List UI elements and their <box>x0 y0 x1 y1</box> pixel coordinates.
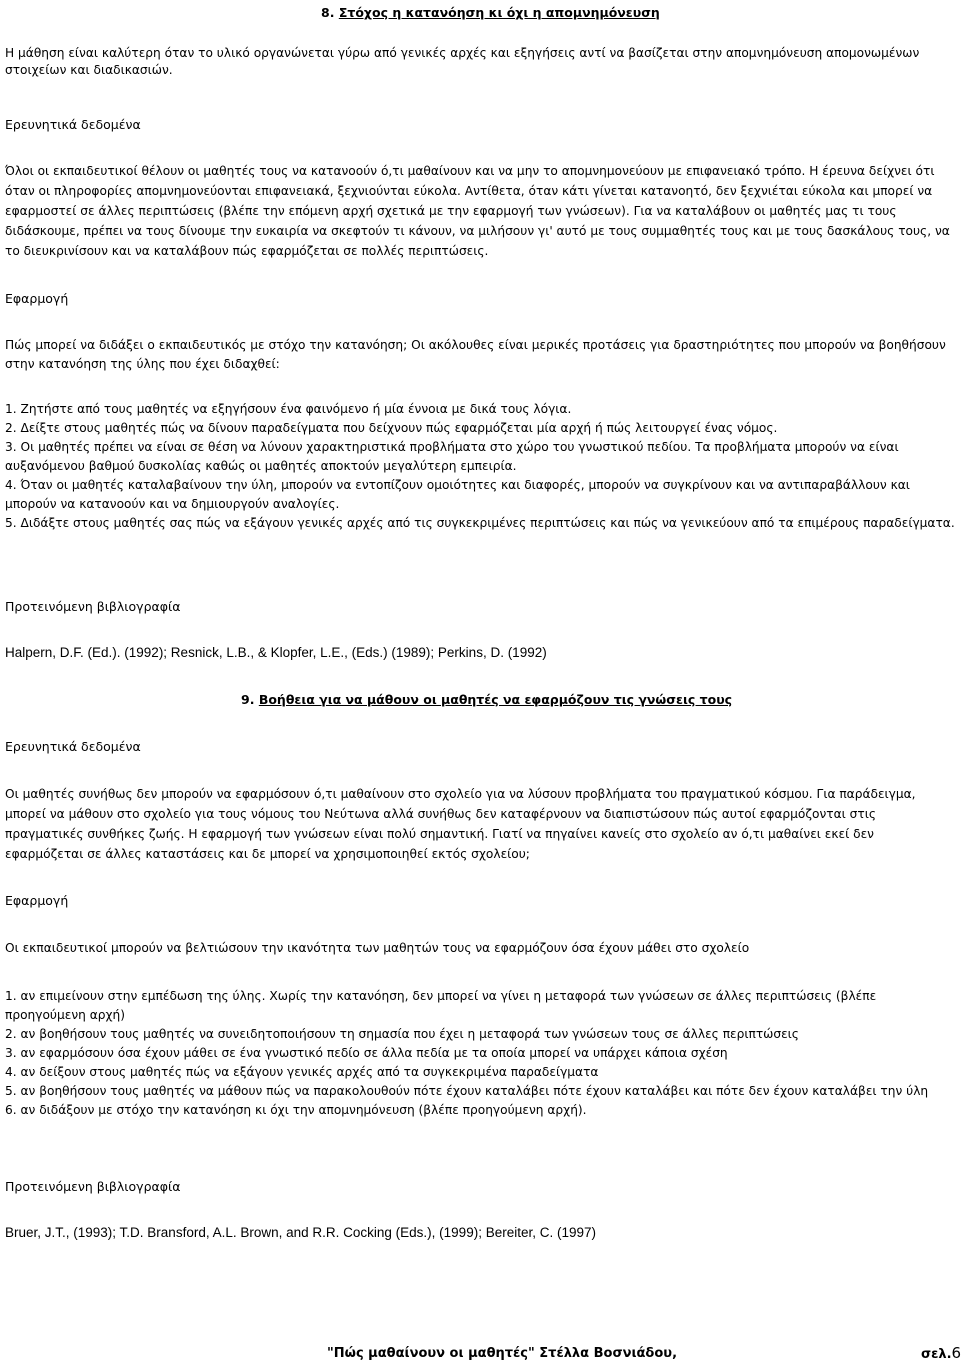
section-8-research-text: Όλοι οι εκπαιδευτικοί θέλουν οι μαθητές τους να κατανοούν ό,τι μαθαίνουν και να μην το απομνημονεύουν με επιφανειακό τρόπο. Η έρευνα δείχνει ότι όταν οι πληροφορίες απομνημονεύονται επιφανειακά, ξεχνιούνται εύκολα. Αντίθετα, όταν κάτι γίνεται κατανοητό, δεν ξεχνιέται εύκολα και μπορεί να εφαρμοστεί σε άλλες περιπτώσεις (βλέπε την επόμενη αρχή σχετικά με την εφαρμογή των γνώσεων). Για να καταλάβουν οι μαθητές μας τι τους διδάσκουμε, πρέπει να τους δίνουμε την ευκαιρία να σκεφτούν τι κάνουν, να μιλήσουν γι' αυτό με τους συμμαθητές τους και με τους δασκάλους τους, να το διευκρινίσουν και να καταλάβουν πώς εφαρμόζεται σε πολλές περιπτώσεις. <box>5 164 950 258</box>
list-item: 1. αν επιμείνουν στην εμπέδωση της ύλης. Χωρίς την κατανόηση, δεν μπορεί να γίνει η μεταφορά των γνώσεων σε άλλες περιπτώσεις (βλέπε προηγούμενη αρχή) <box>5 989 877 1022</box>
section-8-list <box>5 400 955 533</box>
section-8-research-heading: Ερευνητικά δεδομένα <box>5 117 141 132</box>
section-8-title: Στόχος η κατανόηση κι όχι η απομνημόνευση <box>338 5 660 20</box>
section-9-title: Βοήθεια για να μάθουν οι μαθητές να εφαρμόζουν τις γνώσεις τους <box>258 692 733 707</box>
list-item: 4. αν δείξουν στους μαθητές πώς να εξάγουν γενικές αρχές από τα συγκεκριμένα παραδείγματα <box>5 1065 599 1079</box>
section-9-research-text: Οι μαθητές συνήθως δεν μπορούν να εφαρμόσουν ό,τι μαθαίνουν στο σχολείο για να λύσουν προβλήματα του πραγματικού κόσμου. Για παράδειγμα, μπορεί να μάθουν στο σχολείο για τους νόμους του Νεύτωνα αλλά συνήθως δεν καταφέρνουν να διαπιστώσουν πώς αυτοί εφαρμόζονται στις πραγματικές συνθήκες ζωής. Η εφαρμογή των γνώσεων είναι πολύ σημαντική. Γιατί να πηγαίνει κανείς στο σχολείο αν ό,τι μαθαίνει εκεί δεν εφαρμόζεται σε άλλες καταστάσεις και δε μπορεί να χρησιμοποιηθεί εκτός σχολείου; <box>5 787 916 861</box>
section-9-application-intro: Οι εκπαιδευτικοί μπορούν να βελτιώσουν την ικανότητα των μαθητών τους να εφαρμόζουν όσα έχουν μάθει στο σχολείο <box>5 941 750 955</box>
section-9-number: 9. <box>241 692 255 707</box>
list-item: 5. αν βοηθήσουν τους μαθητές να μάθουν πώς να παρακολουθούν πότε έχουν καταλάβει πότε έχουν καταλάβει και πότε δεν έχουν καταλάβει την ύλη <box>5 1084 929 1098</box>
list-item: 3. Οι μαθητές πρέπει να είναι σε θέση να λύνουν χαρακτηριστικά προβλήματα στο χώρο του γνωστικού πεδίου. Τα προβλήματα μπορούν να είναι αυξανόμενου βαθμού δυσκολίας καθώς οι μαθητές αποκτούν μεγαλύτερη εμπειρία. <box>5 440 899 473</box>
section-8-biblio-heading: Προτεινόμενη βιβλιογραφία <box>5 599 181 614</box>
section-8-application-intro: Πώς μπορεί να διδάξει ο εκπαιδευτικός με στόχο την κατανόηση; Οι ακόλουθες είναι μερικές προτάσεις για δραστηριότητες που μπορούν να βοηθήσουν στην κατανόηση της ύλης που έχει διδαχθεί: <box>5 338 946 371</box>
section-9-biblio-heading: Προτεινόμενη βιβλιογραφία <box>5 1179 181 1194</box>
page-number-value: 6 <box>951 1344 961 1362</box>
section-8-number: 8. <box>321 5 335 20</box>
section-8-heading <box>321 4 660 21</box>
section-9-research-heading: Ερευνητικά δεδομένα <box>5 739 141 754</box>
section-9-application-heading: Εφαρμογή <box>5 893 69 908</box>
page-number <box>921 1345 961 1363</box>
section-9-biblio-text: Bruer, J.T., (1993); T.D. Bransford, A.L. Brown, and R.R. Cocking (Eds.), (1999); Bereiter, C. (1997) <box>5 1225 597 1240</box>
section-9-list <box>5 987 955 1120</box>
list-item: 6. αν διδάξουν με στόχο την κατανόηση κι όχι την απομνημόνευση (βλέπε προηγούμενη αρχή). <box>5 1103 587 1117</box>
section-8-application-heading: Εφαρμογή <box>5 291 69 306</box>
section-8-biblio-text: Halpern, D.F. (Ed.). (1992); Resnick, L.B., & Klopfer, L.E., (Eds.) (1989); Perkins, D. (1992) <box>5 645 547 660</box>
page-label: σελ. <box>921 1347 952 1362</box>
list-item: 2. αν βοηθήσουν τους μαθητές να συνειδητοποιήσουν τη σημασία που έχει η μεταφορά των γνώσεων τους σε άλλες περιπτώσεις <box>5 1027 799 1041</box>
section-8-intro: Η μάθηση είναι καλύτερη όταν το υλικό οργανώνεται γύρω από γενικές αρχές και εξηγήσεις αντί να βασίζεται στην απομνημόνευση απομονωμένων στοιχείων και διαδικασιών. <box>5 46 920 77</box>
list-item: 4. Όταν οι μαθητές καταλαβαίνουν την ύλη, μπορούν να εντοπίζουν ομοιότητες και διαφορές, μπορούν να συγκρίνουν και να αντιπαραβάλλουν και μπορούν να κατανοούν και να δημιουργούν αναλογίες. <box>5 478 910 511</box>
list-item: 5. Διδάξτε στους μαθητές σας πώς να εξάγουν γενικές αρχές από τις συγκεκριμένες περιπτώσεις και πώς να γενικεύουν από τα επιμέρους παραδείγματα. <box>5 516 955 530</box>
list-item: 2. Δείξτε στους μαθητές πώς να δίνουν παραδείγματα που δείχνουν πώς εφαρμόζεται μία αρχή ή πώς λειτουργεί ένας νόμος. <box>5 421 778 435</box>
list-item: 1. Ζητήστε από τους μαθητές να εξηγήσουν ένα φαινόμενο ή μία έννοια με δικά τους λόγια. <box>5 402 572 416</box>
section-9-heading <box>241 691 732 708</box>
list-item: 3. αν εφαρμόσουν όσα έχουν μάθει σε ένα γνωστικό πεδίο σε άλλα πεδία με τα οποία μπορεί να υπάρχει κάποια σχέση <box>5 1046 728 1060</box>
page-footer: "Πώς μαθαίνουν οι μαθητές" Στέλλα Βοσνιάδου, <box>327 1346 678 1361</box>
